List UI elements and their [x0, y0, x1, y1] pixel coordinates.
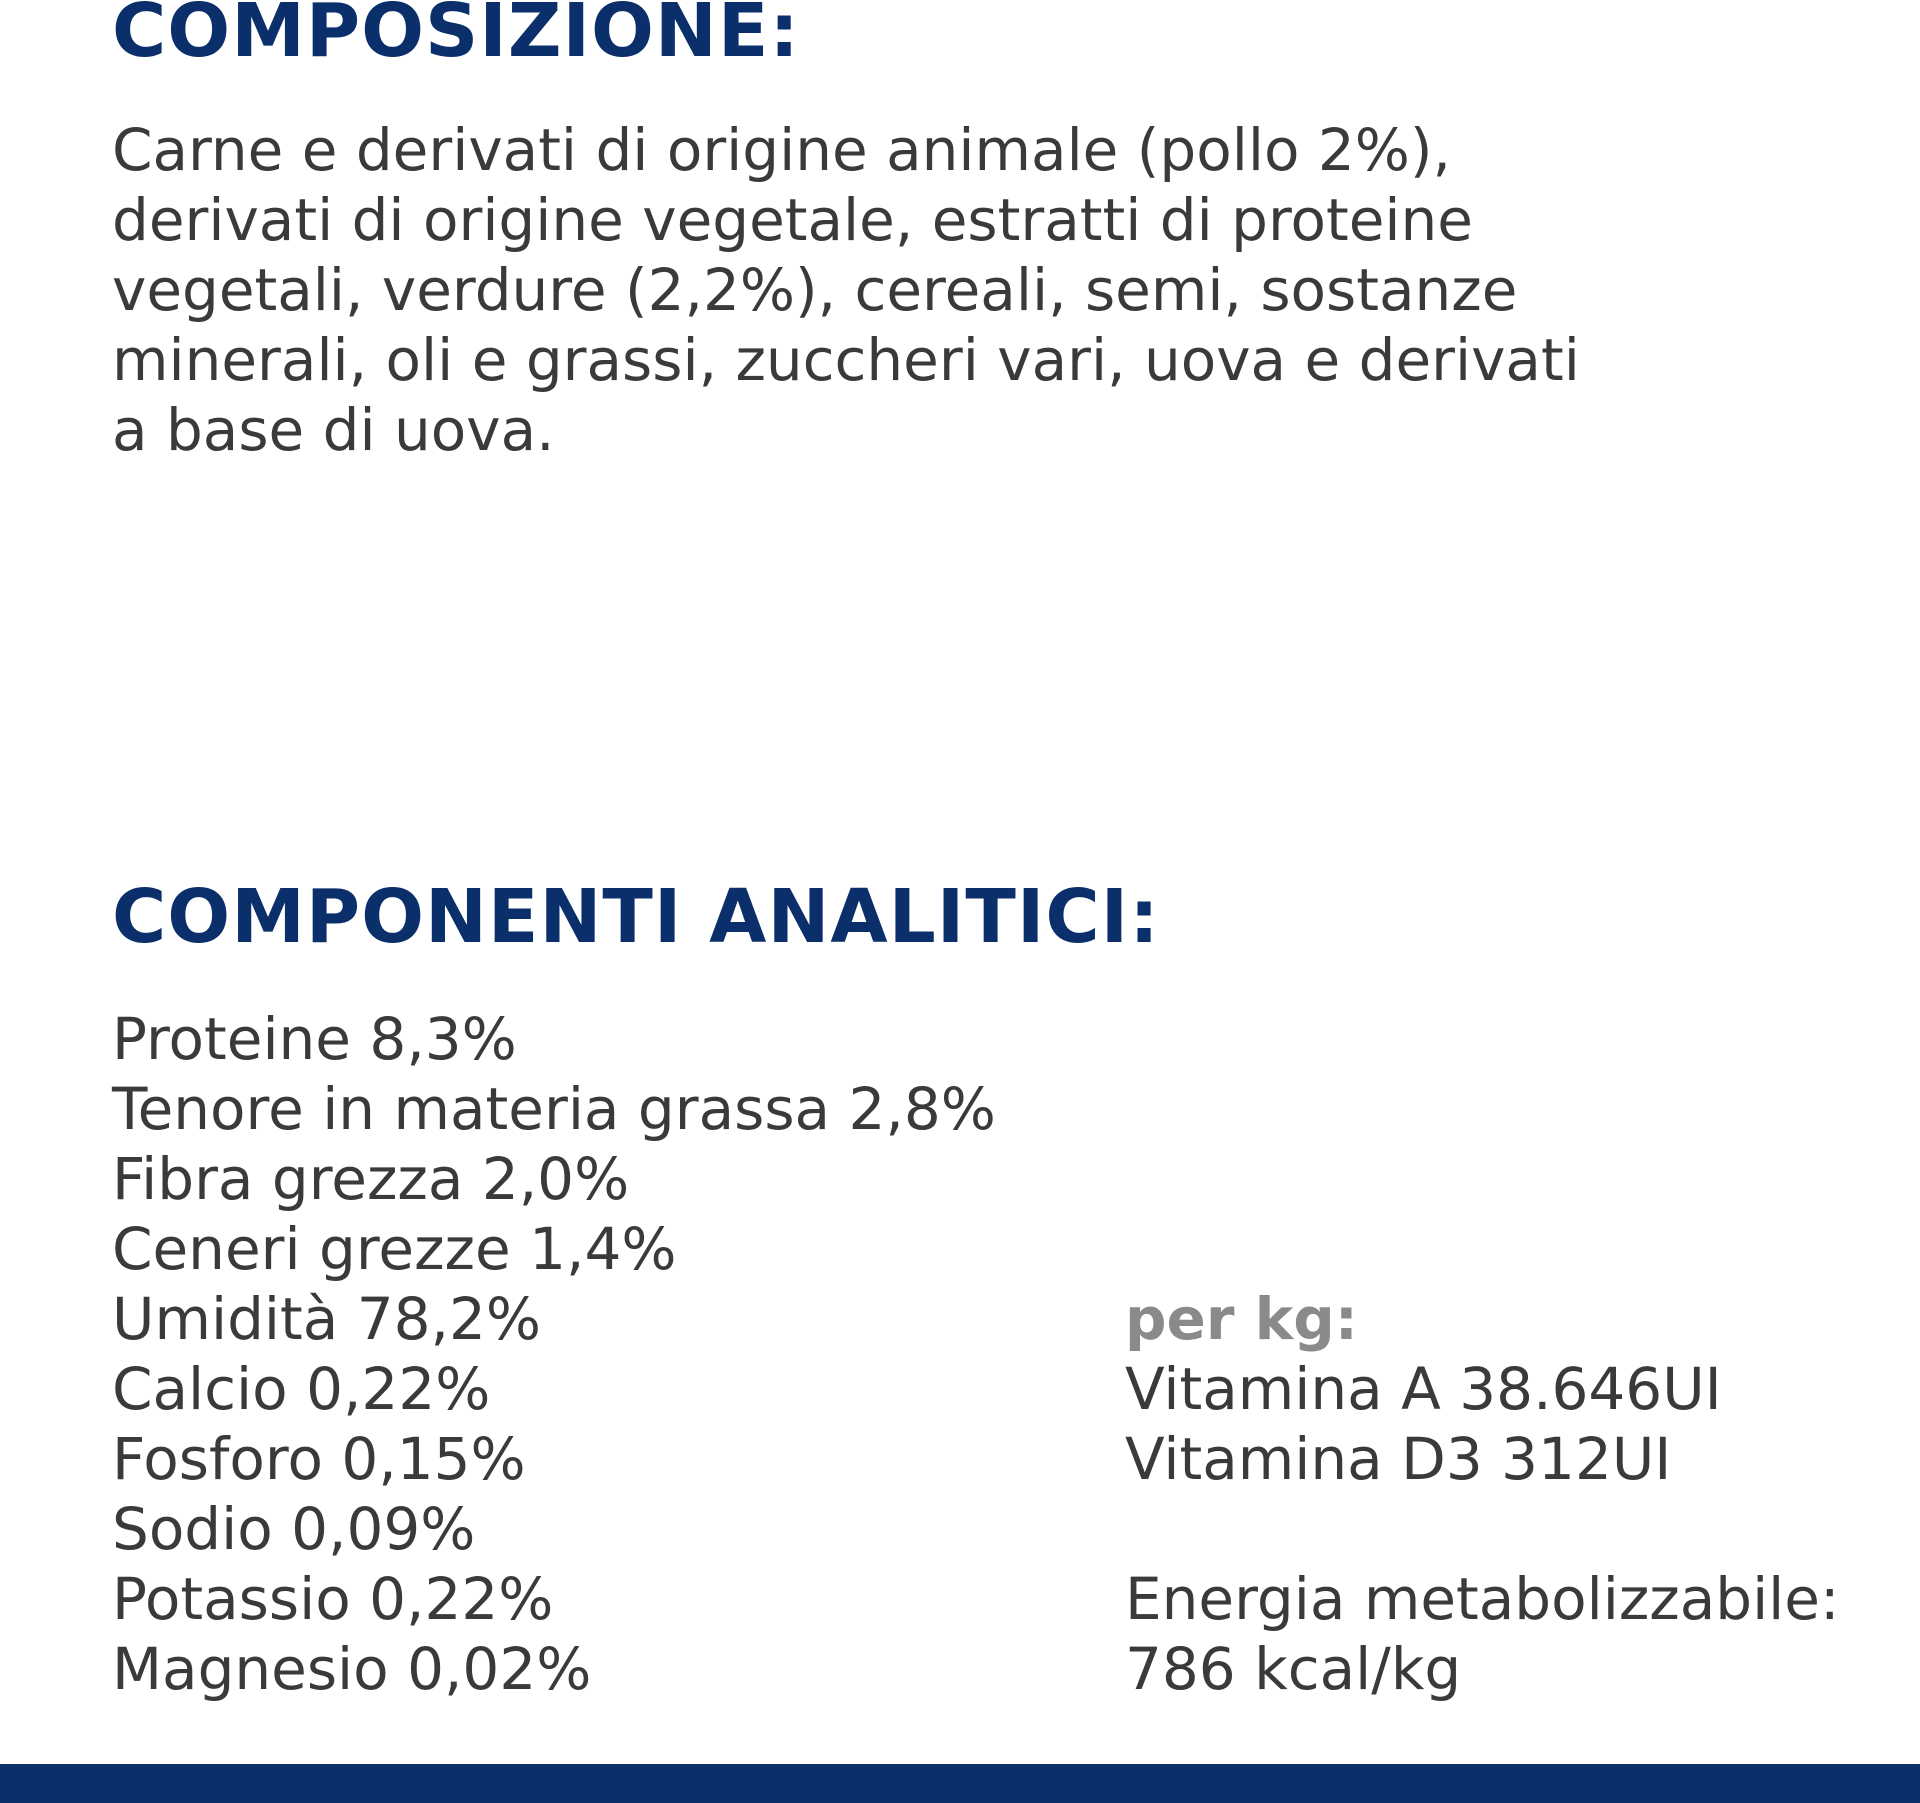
composition-line: Carne e derivati di origine animale (pollo 2%), [112, 116, 1451, 184]
composition-line: minerali, oli e grassi, zuccheri vari, uova e derivati [112, 326, 1580, 394]
analytical-components-list [112, 1004, 996, 1704]
per-kg-label: per kg: [1125, 1285, 1358, 1353]
list-item: Calcio 0,22% [112, 1355, 491, 1423]
energy-label: Energia metabolizzabile: [1125, 1565, 1840, 1633]
composition-line: a base di uova. [112, 396, 555, 464]
composition-text [112, 115, 1832, 465]
list-item: Sodio 0,09% [112, 1495, 476, 1563]
per-kg-block [1125, 1284, 1722, 1494]
energy-block [1125, 1564, 1840, 1704]
composition-line: vegetali, verdure (2,2%), cereali, semi, sostanze [112, 256, 1518, 324]
list-item: Potassio 0,22% [112, 1565, 554, 1633]
list-item: Fosforo 0,15% [112, 1425, 526, 1493]
list-item: Tenore in materia grassa 2,8% [112, 1075, 996, 1143]
composition-heading: COMPOSIZIONE: [112, 0, 800, 74]
list-item: Fibra grezza 2,0% [112, 1145, 630, 1213]
energy-value: 786 kcal/kg [1125, 1635, 1462, 1703]
list-item: Magnesio 0,02% [112, 1635, 592, 1703]
analytical-components-heading: COMPONENTI ANALITICI: [112, 874, 1160, 960]
vitamin-d3: Vitamina D3 312UI [1125, 1425, 1672, 1493]
list-item: Proteine 8,3% [112, 1005, 517, 1073]
composition-line: derivati di origine vegetale, estratti di proteine [112, 186, 1473, 254]
list-item: Umidità 78,2% [112, 1285, 541, 1353]
list-item: Ceneri grezze 1,4% [112, 1215, 677, 1283]
vitamin-a: Vitamina A 38.646UI [1125, 1355, 1722, 1423]
bottom-bar [0, 1764, 1920, 1803]
